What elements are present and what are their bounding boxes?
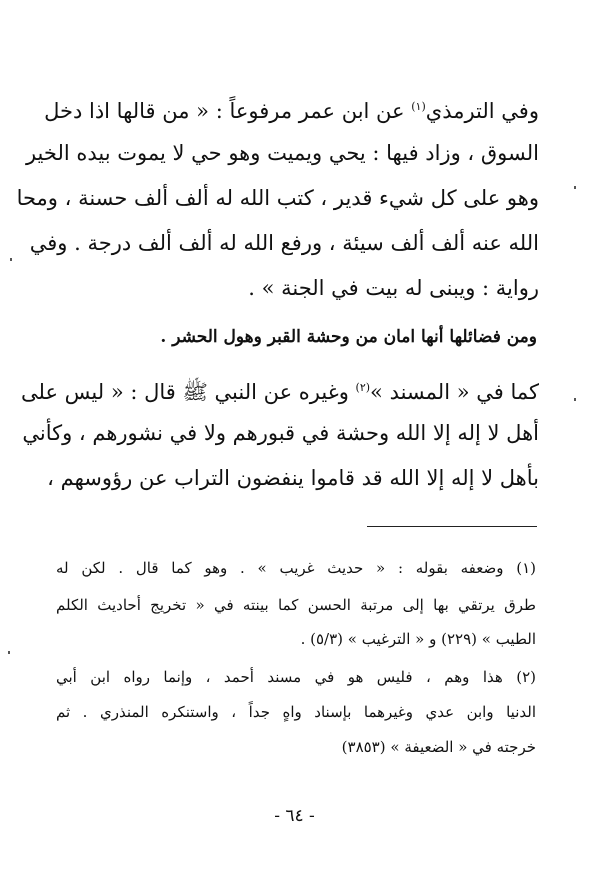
main-text-segment: وفي الترمذي bbox=[425, 99, 539, 123]
main-text-segment: وغيره عن النبي ﷺ قال : « ليس على bbox=[20, 380, 356, 404]
main-text-line bbox=[44, 92, 539, 126]
footnote-line: طرق يرتقي بها إلى مرتبة الحسن كما بينته في « تخريج أحاديث الكلم bbox=[56, 596, 536, 614]
main-text-line: الله عنه ألف ألف سيئة ، ورفع الله له ألف ألف درجة . وفي bbox=[29, 231, 539, 255]
footnote-line: (١) وضعفه بقوله : « حديث غريب » . وهو كما قال . لكن له bbox=[56, 559, 536, 577]
main-text-line: بأهل لا إله إلا الله قد قاموا ينفضون التراب عن رؤوسهم ، bbox=[47, 466, 539, 490]
page-number: - ٦٤ - bbox=[274, 806, 315, 826]
main-text-segment: كما في « المسند » bbox=[370, 380, 539, 404]
footnote-separator bbox=[367, 526, 537, 527]
scan-speck bbox=[10, 258, 12, 261]
scan-speck bbox=[8, 651, 10, 654]
scan-speck bbox=[574, 186, 576, 189]
main-text-line: وهو على كل شيء قدير ، كتب الله له ألف ألف حسنة ، ومحا bbox=[16, 186, 539, 210]
main-text-line: السوق ، وزاد فيها : يحي ويميت وهو حي لا يموت بيده الخير bbox=[25, 141, 539, 165]
footnote-line: الطيب » (٢٢٩) و « الترغيب » (٥/٣) . bbox=[300, 630, 536, 648]
footnote-ref-1: (١) bbox=[411, 100, 426, 113]
scan-speck bbox=[574, 398, 576, 401]
main-text-line: رواية : ويبنى له بيت في الجنة » . bbox=[248, 276, 539, 300]
main-text-segment: عن ابن عمر مرفوعاً : « من قالها اذا دخل bbox=[44, 99, 412, 123]
footnote-line: خرجته في « الضعيفة » (٣٨٥٣) bbox=[341, 738, 536, 756]
footnote-ref-2: (٢) bbox=[355, 381, 371, 394]
main-text-line: أهل لا إله إلا الله وحشة في قبورهم ولا في نشورهم ، وكأني bbox=[22, 421, 539, 445]
section-heading: ومن فضائلها أنها امان من وحشة القبر وهول الحشر . bbox=[160, 327, 537, 347]
main-text-line bbox=[20, 373, 539, 407]
footnote-line: الدنيا وابن عدي وغيرهما بإسناد واهٍ جداً ، واستنكره المنذري . ثم bbox=[56, 703, 536, 721]
footnote-line: (٢) هذا وهم ، فليس هو في مسند أحمد ، وإنما رواه ابن أبي bbox=[56, 668, 536, 686]
